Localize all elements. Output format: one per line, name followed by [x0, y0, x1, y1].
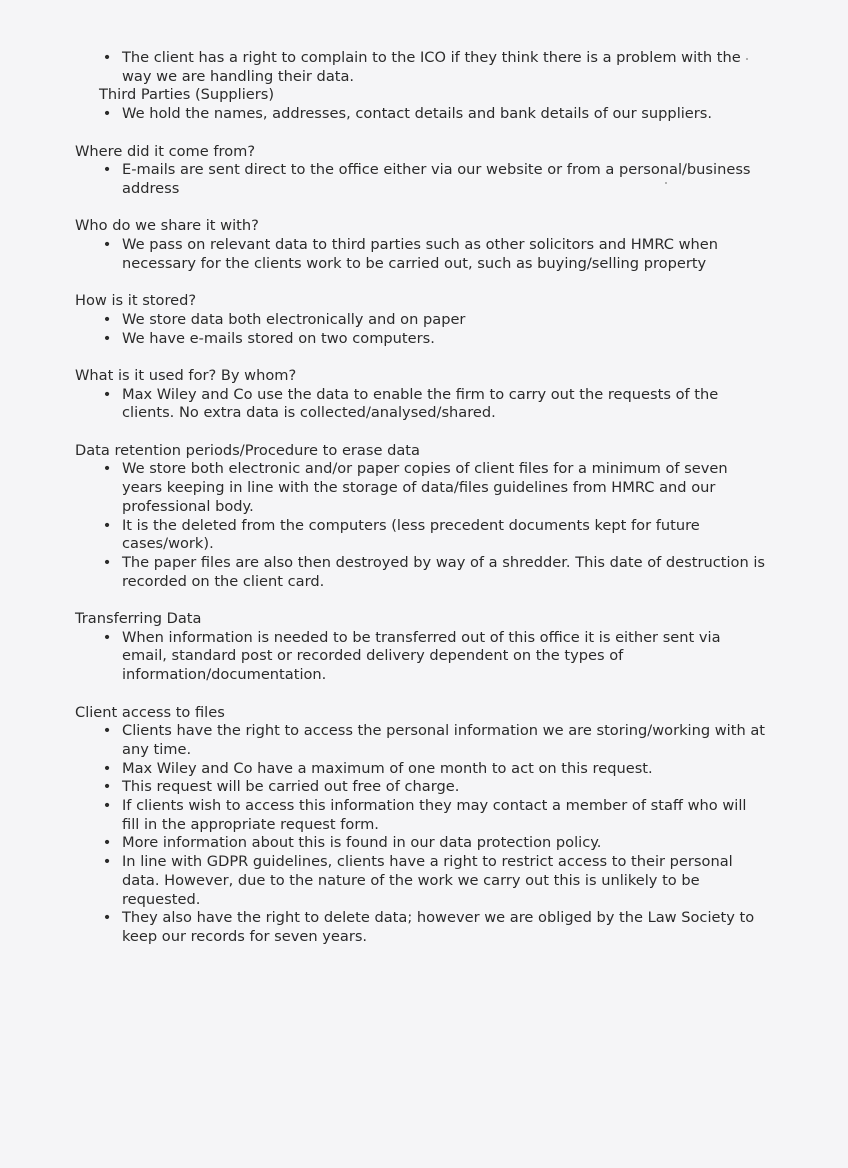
section-transferring-data: [75, 610, 765, 685]
bullet-icon: •: [102, 853, 112, 871]
list-item: • They also have the right to delete data; however we are obliged by the Law Society to keep our records for seven years.: [102, 909, 755, 945]
section-data-retention: [75, 442, 765, 592]
bullet-icon: •: [102, 759, 112, 777]
list-item: • If clients wish to access this information they may contact a member of staff who will fill in the appropriate request form.: [102, 797, 747, 833]
section-heading: Who do we share it with?: [75, 217, 259, 235]
list-item: • Max Wiley and Co have a maximum of one month to act on this request.: [102, 759, 653, 777]
bullet-icon: •: [102, 161, 112, 179]
bullet-icon: •: [102, 628, 112, 646]
third-parties-list: [75, 105, 765, 124]
section-heading: Data retention periods/Procedure to erase data: [75, 441, 420, 459]
section-list: [75, 722, 765, 946]
list-item: • More information about this is found in our data protection policy.: [102, 834, 602, 852]
intro-list: [75, 49, 765, 86]
bullet-icon: •: [102, 49, 112, 66]
section-where-from: [75, 143, 765, 199]
document-body: [75, 49, 765, 965]
list-item: • We store both electronic and/or paper copies of client files for a minimum of seven years keeping in line with the storage of data/files guidelines from HMRC and our professional body.: [102, 460, 728, 515]
intro-section: [75, 49, 765, 124]
bullet-icon: •: [102, 834, 112, 852]
list-item: • We hold the names, addresses, contact details and bank details of our suppliers.: [102, 105, 713, 123]
list-item: • We have e-mails stored on two computers.: [102, 329, 435, 347]
bullet-icon: •: [102, 385, 112, 403]
bullet-icon: •: [102, 329, 112, 347]
list-item: • It is the deleted from the computers (less precedent documents kept for future cases/work).: [102, 516, 700, 553]
section-heading: How is it stored?: [75, 292, 197, 310]
bullet-icon: •: [102, 553, 112, 571]
list-item: • Max Wiley and Co use the data to enable the firm to carry out the requests of the clients. No extra data is collected/analysed/shared.: [102, 385, 719, 422]
section-heading: Transferring Data: [75, 610, 202, 627]
section-heading: Client access to files: [75, 703, 225, 721]
list-item: • E-mails are sent direct to the office either via our website or from a personal/business address: [102, 161, 751, 197]
bullet-icon: •: [102, 236, 112, 253]
list-item: • The paper files are also then destroyed by way of a shredder. This date of destruction is recorded on the client card.: [102, 553, 766, 590]
bullet-icon: •: [102, 460, 112, 478]
section-list: [75, 311, 765, 348]
bullet-icon: •: [102, 722, 112, 740]
section-used-for: [75, 367, 765, 423]
section-client-access: [75, 704, 765, 947]
bullet-icon: •: [102, 778, 112, 796]
list-item: • We store data both electronically and on paper: [102, 310, 466, 328]
list-item: • In line with GDPR guidelines, clients have a right to restrict access to their personal data. However, due to the nature of the work we carry out this is unlikely to be requested.: [102, 853, 733, 908]
bullet-icon: •: [102, 105, 112, 123]
bullet-icon: •: [102, 516, 112, 534]
section-list: [75, 629, 765, 685]
third-parties-subheading: Third Parties (Suppliers): [99, 86, 275, 104]
list-item: • This request will be carried out free of charge.: [102, 778, 460, 796]
section-list: [75, 161, 765, 198]
section-how-stored: [75, 292, 765, 348]
list-item: • When information is needed to be transferred out of this office it is either sent via email, standard post or recorded delivery dependent on the types of information/documentation.: [102, 628, 721, 684]
list-item: • Clients have the right to access the personal information we are storing/working with at any time.: [102, 722, 765, 758]
bullet-icon: •: [102, 310, 112, 328]
bullet-icon: •: [102, 797, 112, 815]
section-list: [75, 460, 765, 591]
list-item: • We pass on relevant data to third parties such as other solicitors and HMRC when necessary for the clients work to be carried out, such as buying/selling property: [102, 236, 719, 272]
section-list: [75, 236, 765, 273]
section-share-with: [75, 217, 765, 273]
section-list: [75, 386, 765, 423]
section-heading: What is it used for? By whom?: [75, 366, 297, 384]
section-heading: Where did it come from?: [75, 142, 256, 160]
list-item: • The client has a right to complain to the ICO if they think there is a problem with the way we are handling their data.: [102, 49, 741, 85]
bullet-icon: •: [102, 909, 112, 927]
